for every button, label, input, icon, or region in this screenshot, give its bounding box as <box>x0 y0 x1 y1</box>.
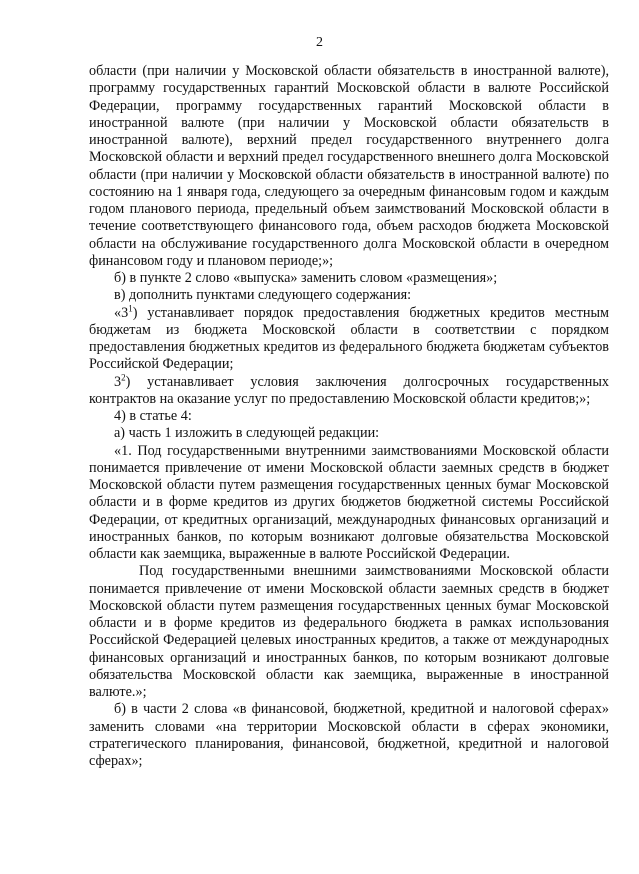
paragraph-item-v: в) дополнить пунктами следующего содержания: <box>114 287 412 304</box>
paragraph-external-borrowings: Под государственными внешними заимствованиями Московской области понимается привлечение от имени Московской области заемных средств в бюджет Московской области путем размещения государственных ценных бумаг Московской области и в форме кредитов из федерального бюджета в рамках использования Российской Федерацией целевых иностранных кредитов, а также от международных финансовых организаций и иностранных банков, по которым возникают долговые обязательства Московской области как заемщика, выраженные в иностранной валюте.»; <box>89 563 609 700</box>
paragraph-internal-borrowings: «1. Под государственными внутренними заимствованиями Московской области понимается привлечение от имени Московской области заемных средств в бюджет Московской области путем размещения государственных ценных бумаг Московской области и в форме кредитов из других бюджетов бюджетной системы Российской Федерации, от кредитных организаций, международных финансовых организаций и иностранных банков, по которым возникают долговые обязательства Московской области как заемщика, выраженные в валюте Российской Федерации. <box>89 442 609 562</box>
page-number: 2 <box>316 35 323 50</box>
paragraph-clause-3-1 <box>89 302 609 374</box>
document-body <box>89 63 609 770</box>
paragraph-budget-law-items: области (при наличии у Московской области обязательств в иностранной валюте), программу государственных гарантий Московской области в валюте Российской Федерации, программу государственных гарантий Московской области в иностранной валюте (при наличии у Московской области обязательств в иностранной валюте), верхний предел государственного внутреннего долга Московской области и верхний предел государственного внешнего долга Московской области (при наличии у Московской области обязательств в иностранной валюте) по состоянию на 1 января года, следующего за очередным финансовым годом и каждым годом планового периода, предельный объем заимствований Московской области в течение соответствующего финансового года, объем расходов бюджета Московской области на обслуживание государственного долга Московской области в очередном финансовом году и плановом периоде;»; <box>89 63 609 269</box>
paragraph-part-1: а) часть 1 изложить в следующей редакции: <box>114 425 380 442</box>
clause-superscript: 2 <box>121 371 126 382</box>
paragraph-part-2: б) в части 2 слова «в финансовой, бюджетной, кредитной и налоговой сферах» заменить словами «на территории Московской области в сферах экономики, стратегического планирования, финансовой, бюджетной, кредитной и налоговой сферах»; <box>89 701 609 769</box>
clause-superscript: 1 <box>128 302 133 313</box>
clause-text: ) устанавливает условия заключения долгосрочных государственных контрактов на оказание услуг по предоставлению Московской области кредитов;»; <box>89 373 609 407</box>
clause-number: 3 <box>114 373 122 390</box>
paragraph-item-b: б) в пункте 2 слово «выпуска» заменить словом «размещения»; <box>114 270 498 286</box>
paragraph-article-4: 4) в статье 4: <box>114 408 192 424</box>
paragraph-clause-3-2 <box>89 371 609 409</box>
clause-text: ) устанавливает порядок предоставления бюджетных кредитов местным бюджетам из бюджета Московской области в соответствии с порядком предоставления бюджетных кредитов из федерального бюджета бюджетам субъектов Российской Федерации; <box>89 304 609 373</box>
clause-number: «3 <box>114 304 129 321</box>
